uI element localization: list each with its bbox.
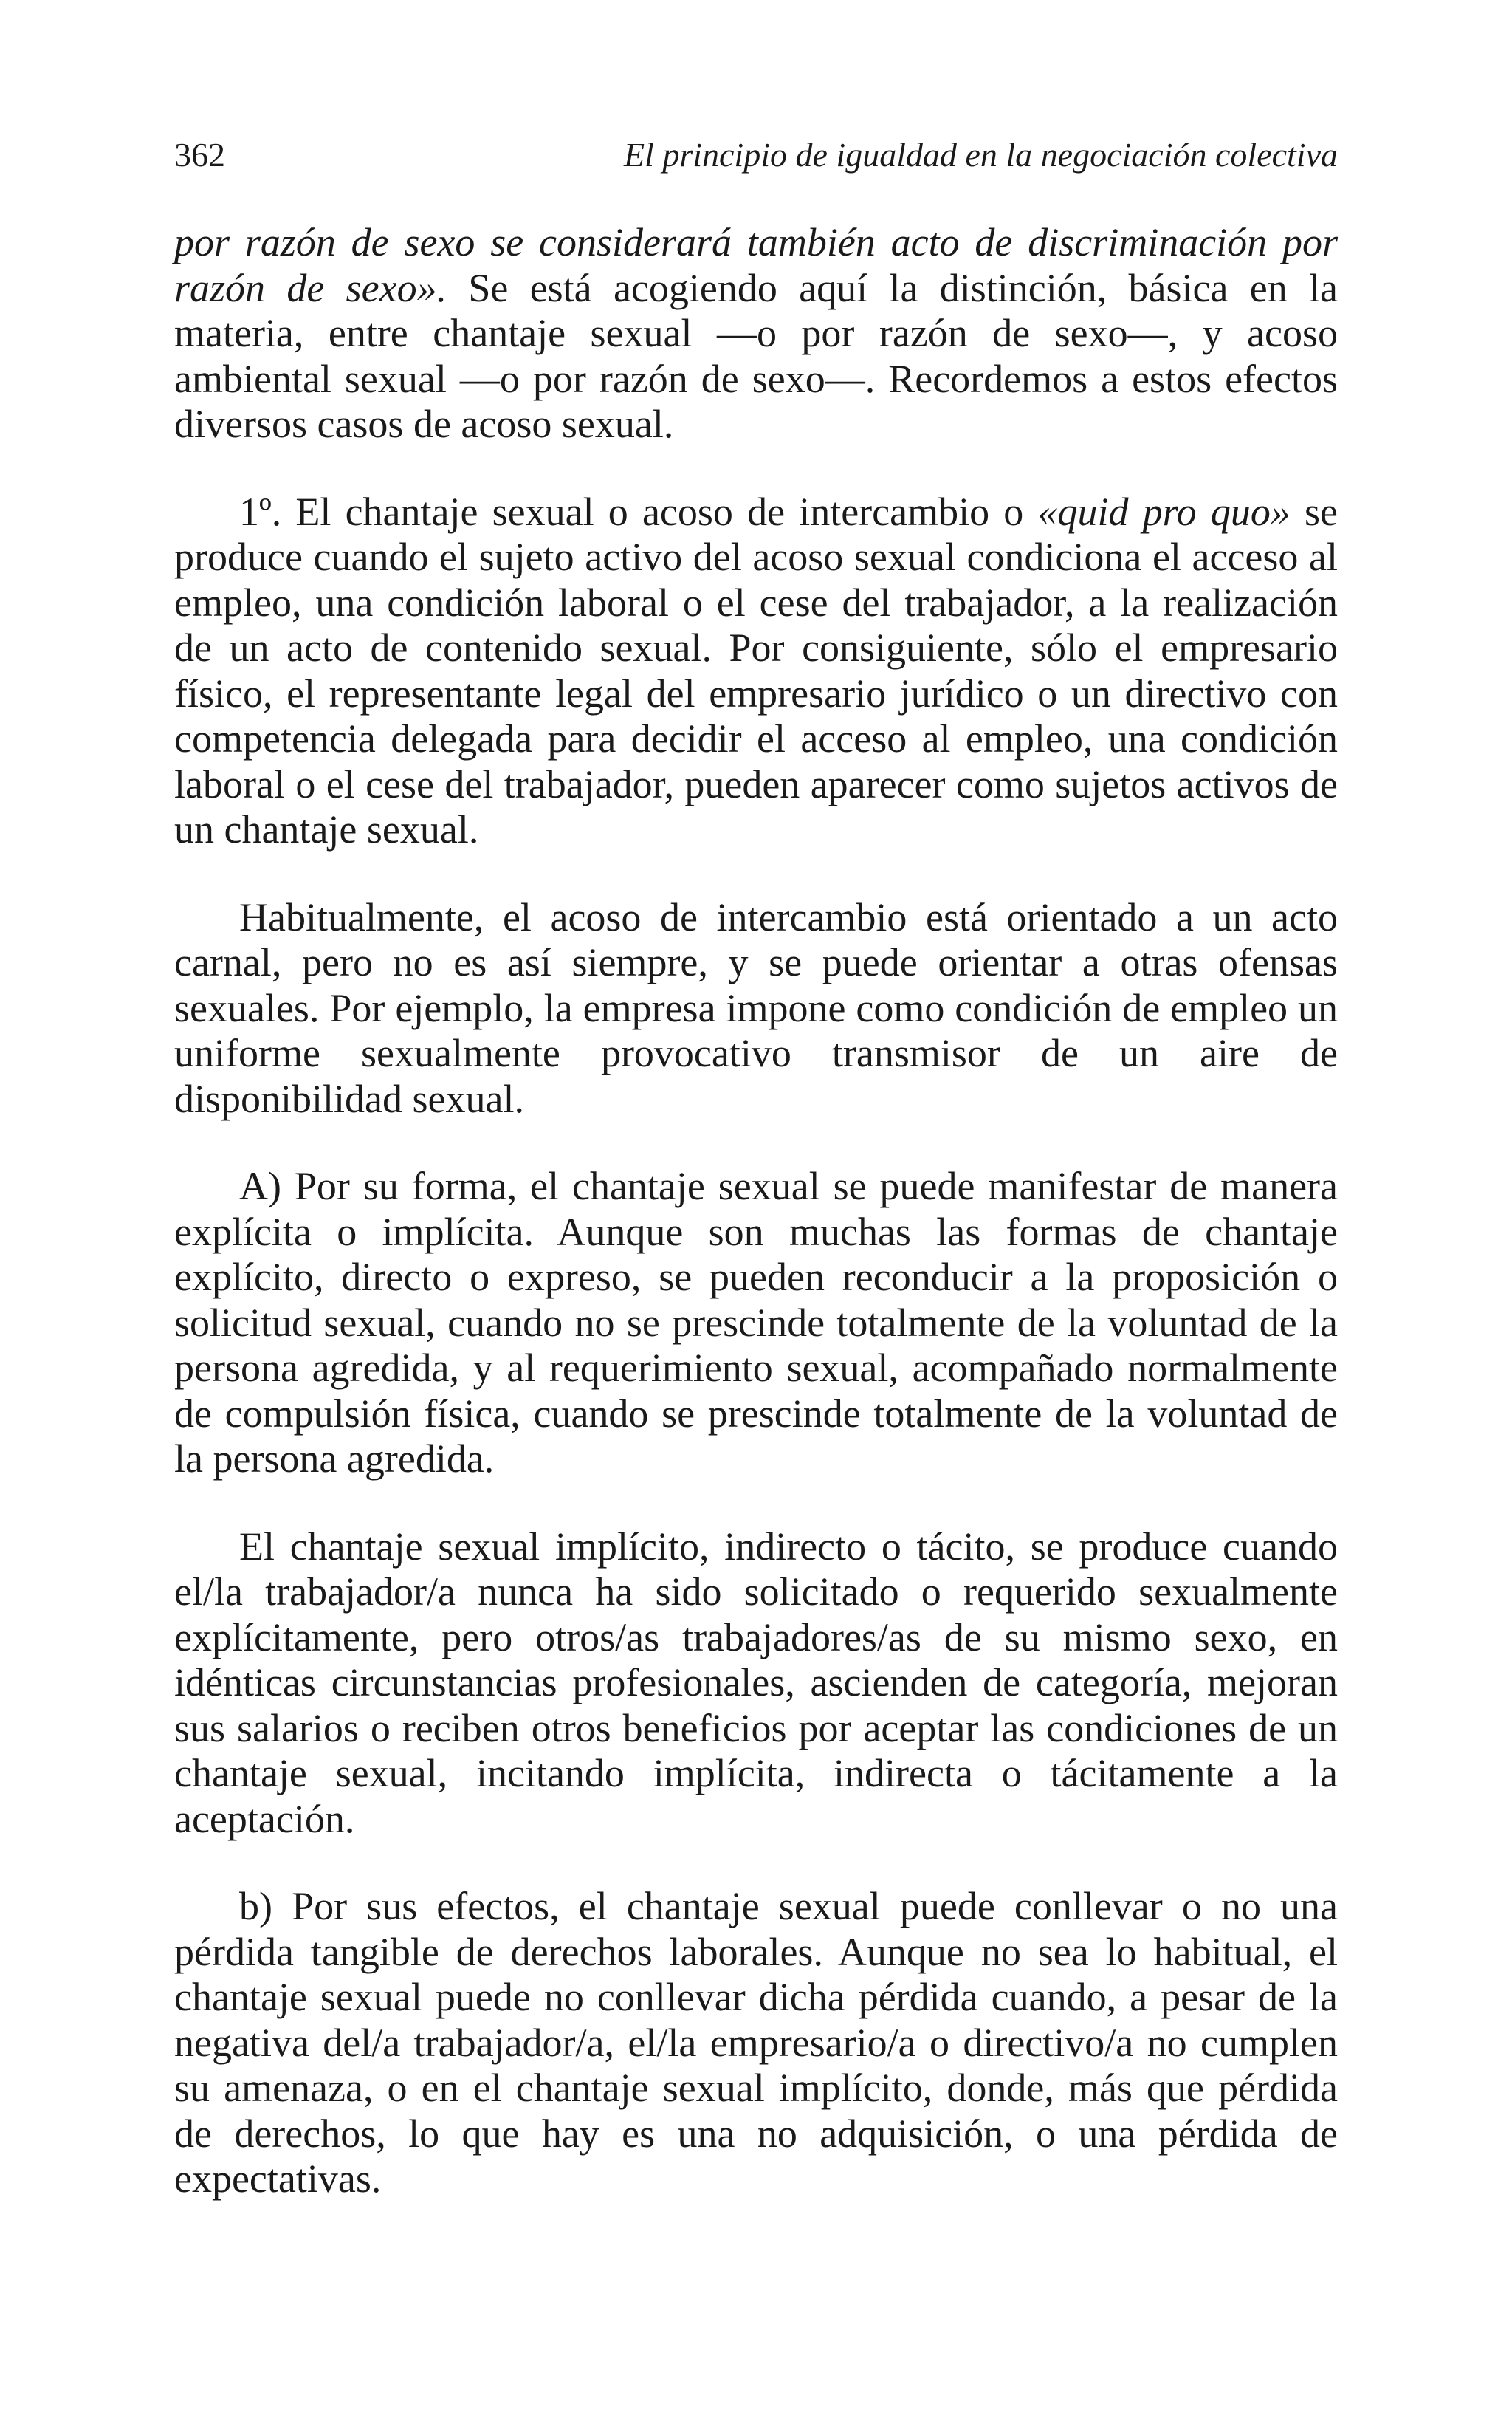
paragraph-text: Se está acogiendo aquí la distinción, básica en la materia, entre chantaje sexual —o por razón de sexo—, y acoso ambiental sexual —o por razón de sexo—. Recordemos a estos efectos diversos casos de acoso sexual. [174,265,1339,446]
italic-term: «quid pro quo» [1037,489,1291,534]
paragraph-chantaje-definition [174,490,1338,853]
running-title: El principio de igualdad en la negociación colectiva [623,136,1338,174]
paragraph-chantaje-implicito: El chantaje sexual implícito, indirecto o tácito, se produce cuando el/la trabajador/a nunca ha sido solicitado o requerido sexualmente explícitamente, pero otros/as trabajadores/as de su mismo sexo, en idénticas circunstancias profesionales, ascienden de categoría, mejoran sus salarios o reciben otros beneficios por aceptar las condiciones de un chantaje sexual, incitando implícita, indirecta o tácitamente a la aceptación. [174,1524,1338,1841]
paragraph-text-after: se produce cuando el sujeto activo del acoso sexual condiciona el acceso al empleo, una condición laboral o el cese del trabajador, a la realización de un acto de contenido sexual. Por consiguiente, sólo el empresario físico, el representante legal del empresario jurídico o un directivo con competencia delegada para decidir el acceso al empleo, una condición laboral o el cese del trabajador, pueden aparecer como sujetos activos de un chantaje sexual. [174,489,1339,852]
paragraph-por-sus-efectos: b) Por sus efectos, el chantaje sexual puede conllevar o no una pérdida tangible de derechos laborales. Aunque no sea lo habitual, el chantaje sexual puede no conllevar dicha pérdida cuando, a pesar de la negativa del/a trabajador/a, el/la empresario/a o directivo/a no cumplen su amenaza, o en el chantaje sexual implícito, donde, más que pérdida de derechos, lo que hay es una no adquisición, o una pérdida de expectativas. [174,1884,1338,2201]
paragraph-habitualmente: Habitualmente, el acoso de intercambio está orientado a un acto carnal, pero no es así siempre, y se puede orientar a otras ofensas sexuales. Por ejemplo, la empresa impone como condición de empleo un uniforme sexualmente provocativo transmisor de un aire de disponibilidad sexual. [174,894,1338,1121]
body-text [174,220,1338,2244]
paragraph-continuation [174,220,1338,448]
paragraph-text-before: 1º. El chantaje sexual o acoso de intercambio o [239,489,1038,534]
italic-quote-lead: por razón de sexo se considerará también acto de discriminación por razón de sexo». [174,220,1338,310]
running-header [174,134,1338,176]
paragraph-por-su-forma: A) Por su forma, el chantaje sexual se puede manifestar de manera explícita o implícita. Aunque son muchas las formas de chantaje explícito, directo o expreso, se pueden reconducir a la proposición o solicitud sexual, cuando no se prescinde totalmente de la voluntad de la persona agredida, y al requerimiento sexual, acompañado normalmente de compulsión física, cuando se prescinde totalmente de la voluntad de la persona agredida. [174,1164,1338,1481]
page-number: 362 [174,136,225,174]
